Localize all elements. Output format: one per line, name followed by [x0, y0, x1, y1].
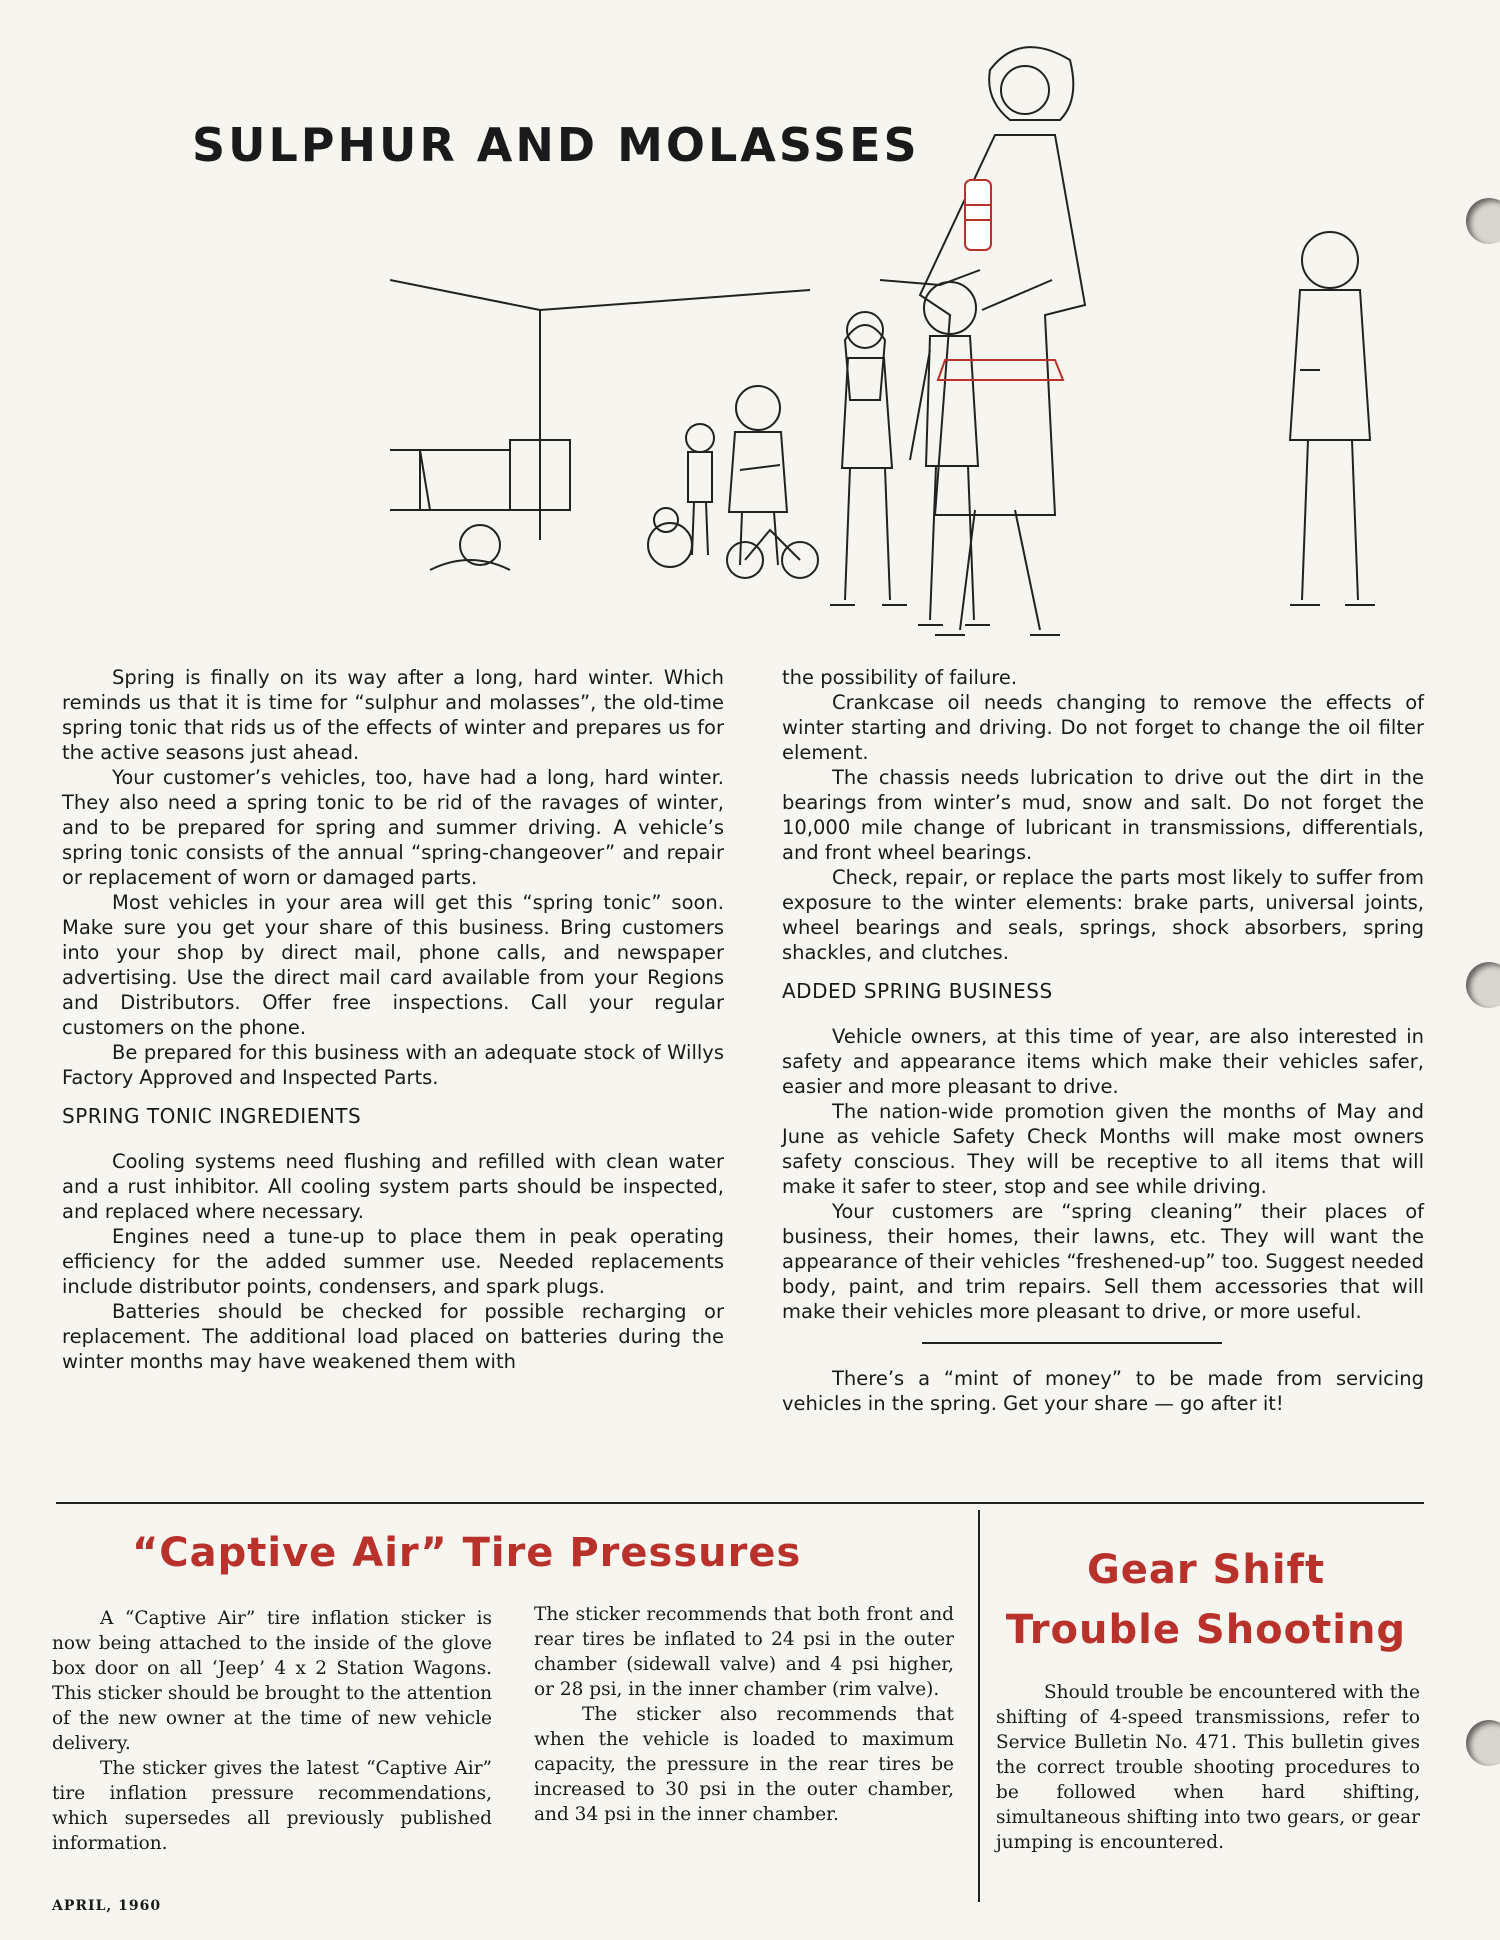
toy-pile: [390, 440, 818, 578]
captive-air-title: “Captive Air” Tire Pressures: [132, 1530, 802, 1576]
article-paragraph: Batteries should be checked for possible recharging or replacement. The additional load placed on batteries during the winter months may have weakened them with: [62, 1300, 724, 1373]
captive-air-paragraph: The sticker also recommends that when the vehicle is loaded to maximum capacity, the pressure in the rear tires be increased to 30 psi in the outer chamber, and 34 psi in the inner chamber.: [534, 1704, 954, 1825]
binder-hole: [1466, 962, 1500, 1008]
binder-hole: [1466, 198, 1500, 244]
boy-with-spoon-figure: [910, 282, 990, 625]
article-paragraph: Spring is finally on its way after a long, hard winter. Which reminds us that it is time for “sulphur and molasses”, the old-time spring tonic that rids us of the effects of winter and prepares us for the active seasons just ahead.: [62, 666, 724, 764]
captive-air-paragraph: A “Captive Air” tire inflation sticker is now being attached to the inside of the glove box door on all ‘Jeep’ 4 x 2 Station Wagons. This sticker should be brought to the attention of the new owner at the time of new vehicle delivery.: [52, 1608, 492, 1754]
captive-air-paragraph: The sticker gives the latest “Captive Air” tire inflation pressure recommendations, which supersedes all previously published information.: [52, 1758, 492, 1854]
article-paragraph: Your customers are “spring cleaning” their places of business, their homes, their lawns, etc. They will want the appearance of their vehicles “freshened-up” too. Suggest needed body, paint, and trim repairs. Sell them accessories that will make their vehicles more pleasant to drive, or more useful.: [782, 1200, 1424, 1323]
article-column-left: [62, 665, 724, 1374]
article-paragraph: Be prepared for this business with an adequate stock of Willys Factory Approved and Inspected Parts.: [62, 1041, 724, 1089]
article-paragraph: Most vehicles in your area will get this “spring tonic” soon. Make sure you get your share of this business. Bring customers into your shop by direct mail, phone calls, and newspaper advertising. Use the direct mail card available from your Regions and Distributors. Offer free inspections. Call your regular customers on the phone.: [62, 891, 724, 1039]
footer-date: APRIL, 1960: [52, 1898, 162, 1914]
binder-hole: [1466, 1720, 1500, 1766]
article-column-right: [782, 665, 1424, 1416]
gear-shift-body: [996, 1680, 1420, 1855]
divider: [922, 1342, 1222, 1344]
section-heading: SPRING TONIC INGREDIENTS: [62, 1104, 362, 1128]
article-paragraph: Engines need a tune-up to place them in peak operating efficiency for the added summer use. Needed replacements include distributor points, condensers, and spark plugs.: [62, 1225, 724, 1298]
section-divider-horizontal: [56, 1502, 1424, 1504]
gear-shift-title-line1: Gear Shift: [1086, 1547, 1326, 1593]
article-paragraph: Your customer’s vehicles, too, have had a long, hard winter. They also need a spring tonic to be rid of the ravages of winter, and to be prepared for spring and summer driving. A vehicle’s spring tonic consists of the annual “spring-changeover” and repair or replacement of worn or damaged parts.: [62, 766, 724, 889]
spoon-icon: [982, 280, 1052, 310]
captive-air-paragraph: The sticker recommends that both front and rear tires be inflated to 24 psi in the outer chamber (sidewall valve) and 4 psi higher, or 28 psi, in the inner chamber (rim valve).: [534, 1604, 954, 1700]
article-paragraph: Check, repair, or replace the parts most likely to suffer from exposure to the winter elements: brake parts, universal joints, wheel bearings and seals, springs, shock absorbers, spring shackles, and clutches.: [782, 866, 1424, 964]
family-spring-tonic-illustration: [390, 40, 1450, 640]
gear-shift-title: [996, 1540, 1416, 1660]
article-paragraph: Crankcase oil needs changing to remove the effects of winter starting and driving. Do not forget to change the oil filter element.: [782, 691, 1424, 764]
gear-shift-paragraph: Should trouble be encountered with the shifting of 4-speed transmissions, refer to Service Bulletin No. 471. This bulletin gives the correct trouble shooting procedures to be followed when hard shifting, simultaneous shifting into two gears, or gear jumping is encountered.: [996, 1682, 1420, 1853]
article-paragraph: Cooling systems need flushing and refilled with clean water and a rust inhibitor. All cooling system parts should be inspected, and replaced where necessary.: [62, 1150, 724, 1223]
article-paragraph: The chassis needs lubrication to drive out the dirt in the bearings from winter’s mud, snow and salt. Do not forget the 10,000 mile change of lubricant in transmissions, differentials, and front wheel bearings.: [782, 766, 1424, 864]
article-paragraph: the possibility of failure.: [782, 666, 1018, 689]
section-heading: ADDED SPRING BUSINESS: [782, 979, 1053, 1003]
mother-figure: [880, 47, 1085, 635]
article-paragraph: The nation-wide promotion given the months of May and June as vehicle Safety Check Months will make most owners safety conscious. They will be receptive to all items that will make it safer to steer, stop and see while driving.: [782, 1100, 1424, 1198]
girl-figure: [830, 312, 907, 605]
captive-air-column-left: [52, 1606, 492, 1856]
section-divider-vertical: [978, 1510, 980, 1902]
page-title: SULPHUR AND MOLASSES: [192, 118, 920, 172]
gear-shift-title-line2: Trouble Shooting: [1005, 1607, 1407, 1653]
older-child-figure: [1290, 232, 1375, 605]
closing-paragraph: There’s a “mint of money” to be made from servicing vehicles in the spring. Get your share — go after it!: [782, 1367, 1424, 1415]
captive-air-column-right: [534, 1602, 954, 1827]
article-paragraph: Vehicle owners, at this time of year, are also interested in safety and appearance items which make their vehicles safer, easier and more pleasant to drive.: [782, 1025, 1424, 1098]
